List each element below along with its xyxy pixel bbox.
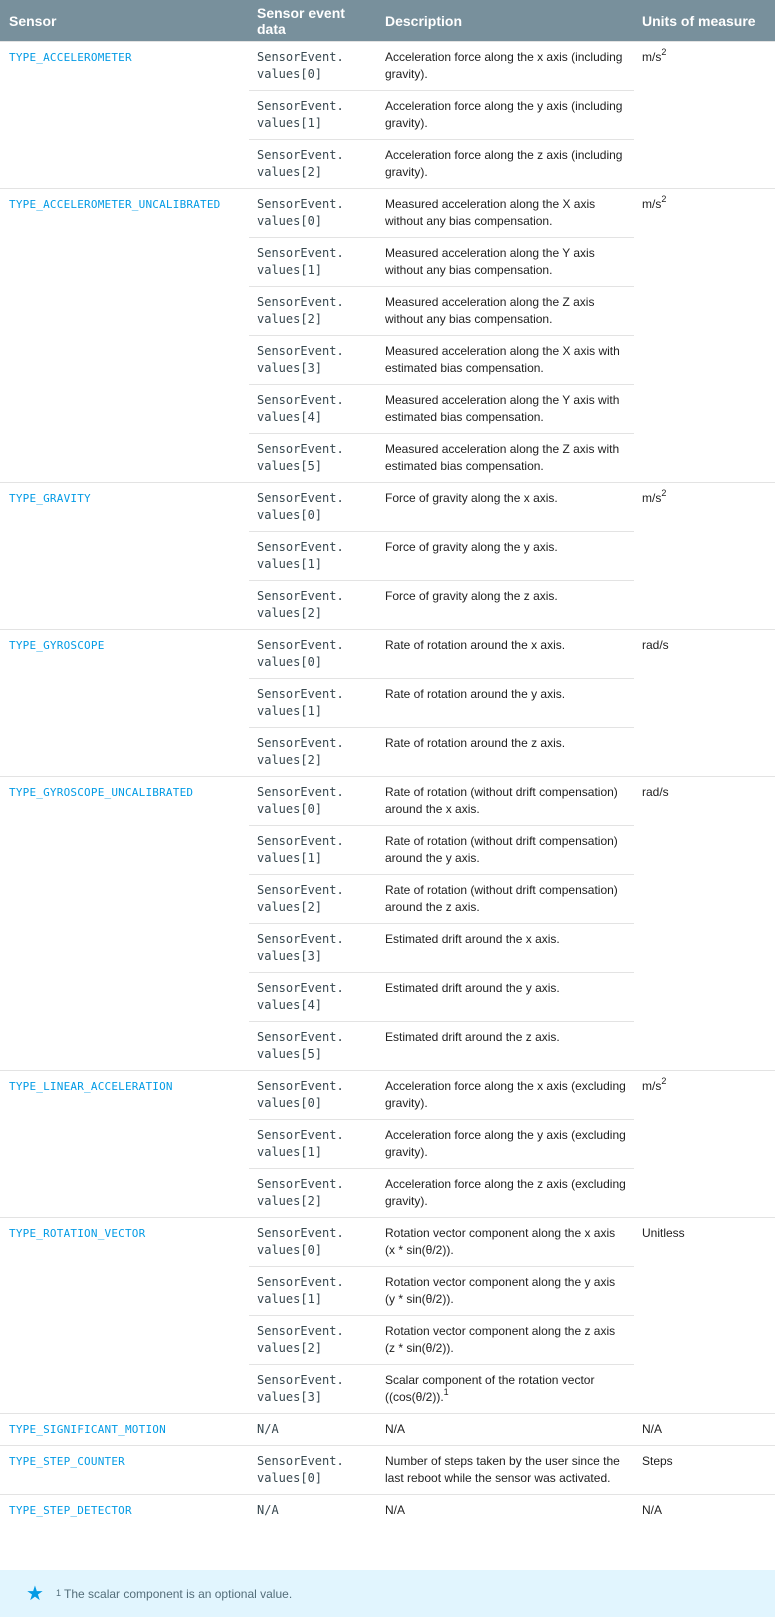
description-cell [377,483,634,532]
description-text: Acceleration force along the z axis (including gravity). [385,148,623,179]
description-text: Rotation vector component along the y axis (y * sin(θ/2)). [385,1275,616,1306]
sensor-name[interactable]: TYPE_ACCELEROMETER [0,42,249,189]
table-row [0,1071,775,1120]
sensor-name[interactable]: TYPE_SIGNIFICANT_MOTION [0,1414,249,1446]
event-data-cell: SensorEvent. values[3] [249,924,377,973]
description-cell [377,1071,634,1120]
description-cell [377,1446,634,1495]
description-cell [377,1414,634,1446]
units-cell [634,630,775,777]
header-units: Units of measure [634,0,775,42]
event-data-cell: SensorEvent. values[4] [249,973,377,1022]
description-cell [377,140,634,189]
description-cell [377,1316,634,1365]
description-text: N/A [385,1422,406,1436]
units-text: m/s [642,50,662,64]
description-cell [377,728,634,777]
event-data-cell: SensorEvent. values[2] [249,140,377,189]
sensor-name[interactable]: TYPE_GYROSCOPE_UNCALIBRATED [0,777,249,1071]
event-data-cell: SensorEvent. values[0] [249,42,377,91]
units-text: m/s [642,197,662,211]
description-cell [377,924,634,973]
event-data-cell: SensorEvent. values[5] [249,1022,377,1071]
event-data-cell: N/A [249,1414,377,1446]
description-cell [377,875,634,924]
description-text: N/A [385,1503,406,1517]
event-data-cell: SensorEvent. values[3] [249,1365,377,1414]
table-row [0,1414,775,1446]
description-cell [377,1120,634,1169]
footnote-text: The scalar component is an optional value. [64,1586,293,1601]
description-text: Acceleration force along the y axis (excluding gravity). [385,1128,626,1159]
description-cell [377,91,634,140]
event-data-cell: SensorEvent. values[4] [249,385,377,434]
sensor-name[interactable]: TYPE_ROTATION_VECTOR [0,1218,249,1414]
event-data-cell: SensorEvent. values[0] [249,1446,377,1495]
event-data-cell: SensorEvent. values[1] [249,1120,377,1169]
table-row [0,1446,775,1495]
description-text: Rate of rotation around the z axis. [385,736,566,750]
sensor-name[interactable]: TYPE_GRAVITY [0,483,249,630]
description-cell [377,336,634,385]
description-text: Rotation vector component along the x axis (x * sin(θ/2)). [385,1226,616,1257]
event-data-cell: SensorEvent. values[0] [249,483,377,532]
description-text: Acceleration force along the x axis (excluding gravity). [385,1079,626,1110]
event-data-cell: SensorEvent. values[1] [249,679,377,728]
description-cell [377,973,634,1022]
event-data-cell: SensorEvent. values[1] [249,238,377,287]
description-cell [377,581,634,630]
description-text: Measured acceleration along the Y axis without any bias compensation. [385,246,595,277]
description-text: Acceleration force along the x axis (including gravity). [385,50,623,81]
units-text: Unitless [642,1226,685,1240]
table-body [0,42,775,1527]
description-cell [377,385,634,434]
description-text: Force of gravity along the z axis. [385,589,558,603]
description-cell [377,238,634,287]
event-data-cell: SensorEvent. values[3] [249,336,377,385]
description-text: Force of gravity along the x axis. [385,491,558,505]
description-cell [377,189,634,238]
units-cell [634,1071,775,1218]
units-cell [634,189,775,483]
description-text: Rotation vector component along the z axis (z * sin(θ/2)). [385,1324,616,1355]
description-text: Acceleration force along the y axis (including gravity). [385,99,623,130]
table-row [0,630,775,679]
description-cell [377,532,634,581]
table-row [0,777,775,826]
table-row [0,1218,775,1267]
event-data-cell: SensorEvent. values[2] [249,875,377,924]
description-text: Measured acceleration along the Y axis with estimated bias compensation. [385,393,620,424]
header-sensor: Sensor [0,0,249,42]
event-data-cell: SensorEvent. values[1] [249,826,377,875]
sensor-name[interactable]: TYPE_STEP_COUNTER [0,1446,249,1495]
event-data-cell: SensorEvent. values[2] [249,581,377,630]
description-cell [377,1169,634,1218]
units-cell [634,483,775,630]
sensor-name[interactable]: TYPE_LINEAR_ACCELERATION [0,1071,249,1218]
header-description: Description [377,0,634,42]
units-cell [634,1218,775,1414]
description-text: Number of steps taken by the user since the last reboot while the sensor was activated. [385,1454,620,1485]
units-text: m/s [642,1079,662,1093]
description-cell [377,1218,634,1267]
description-cell [377,434,634,483]
units-text: N/A [642,1503,663,1517]
description-cell [377,287,634,336]
description-text: Measured acceleration along the Z axis without any bias compensation. [385,295,595,326]
event-data-cell: N/A [249,1495,377,1527]
units-cell [634,777,775,1071]
units-text: rad/s [642,638,669,652]
description-text: Measured acceleration along the Z axis with estimated bias compensation. [385,442,620,473]
description-cell [377,1495,634,1527]
event-data-cell: SensorEvent. values[1] [249,91,377,140]
description-cell [377,777,634,826]
table-header-row [0,0,775,42]
units-cell [634,42,775,189]
units-text: m/s [642,491,662,505]
sensor-name[interactable]: TYPE_GYROSCOPE [0,630,249,777]
description-cell [377,1365,634,1414]
description-text: Measured acceleration along the X axis with estimated bias compensation. [385,344,620,375]
description-text: Estimated drift around the x axis. [385,932,560,946]
footnote-box: ★ $^1$ The scalar component is an optional value. [0,1570,775,1617]
description-text: Scalar component of the rotation vector ((cos(θ/2)). [385,1373,595,1404]
sensor-name[interactable]: TYPE_ACCELEROMETER_UNCALIBRATED [0,189,249,483]
units-cell [634,1414,775,1446]
units-text: Steps [642,1454,673,1468]
units-exponent: 2 [661,1076,667,1086]
event-data-cell: SensorEvent. values[0] [249,189,377,238]
event-data-cell: SensorEvent. values[2] [249,1316,377,1365]
table-row [0,483,775,532]
units-exponent: 2 [661,488,667,498]
description-cell [377,630,634,679]
star-icon: ★ [26,1582,44,1605]
event-data-cell: SensorEvent. values[0] [249,1071,377,1120]
event-data-cell: SensorEvent. values[0] [249,630,377,679]
event-data-cell: SensorEvent. values[5] [249,434,377,483]
header-event-data: Sensor event data [249,0,377,42]
description-text: Rate of rotation (without drift compensation) around the x axis. [385,785,618,816]
units-cell [634,1495,775,1527]
event-data-cell: SensorEvent. values[2] [249,1169,377,1218]
footnote-ref[interactable]: 1 [443,1387,449,1397]
description-cell [377,1022,634,1071]
description-text: Rate of rotation around the x axis. [385,638,566,652]
table-row [0,1495,775,1527]
units-exponent: 2 [661,194,667,204]
event-data-cell: SensorEvent. values[2] [249,728,377,777]
sensor-name[interactable]: TYPE_STEP_DETECTOR [0,1495,249,1527]
description-text: Rate of rotation (without drift compensation) around the z axis. [385,883,618,914]
description-text: Rate of rotation around the y axis. [385,687,566,701]
table-row [0,189,775,238]
event-data-cell: SensorEvent. values[1] [249,532,377,581]
event-data-cell: SensorEvent. values[0] [249,1218,377,1267]
description-cell [377,826,634,875]
description-text: Measured acceleration along the X axis without any bias compensation. [385,197,596,228]
event-data-cell: SensorEvent. values[1] [249,1267,377,1316]
event-data-cell: SensorEvent. values[2] [249,287,377,336]
description-text: Estimated drift around the y axis. [385,981,560,995]
units-cell [634,1446,775,1495]
description-cell [377,679,634,728]
event-data-cell: SensorEvent. values[0] [249,777,377,826]
description-text: Estimated drift around the z axis. [385,1030,560,1044]
units-text: rad/s [642,785,669,799]
description-cell [377,1267,634,1316]
units-text: N/A [642,1422,663,1436]
description-text: Force of gravity along the y axis. [385,540,558,554]
units-exponent: 2 [661,47,667,57]
description-text: Acceleration force along the z axis (excluding gravity). [385,1177,626,1208]
table-row [0,42,775,91]
description-text: Rate of rotation (without drift compensation) around the y axis. [385,834,618,865]
description-cell [377,42,634,91]
